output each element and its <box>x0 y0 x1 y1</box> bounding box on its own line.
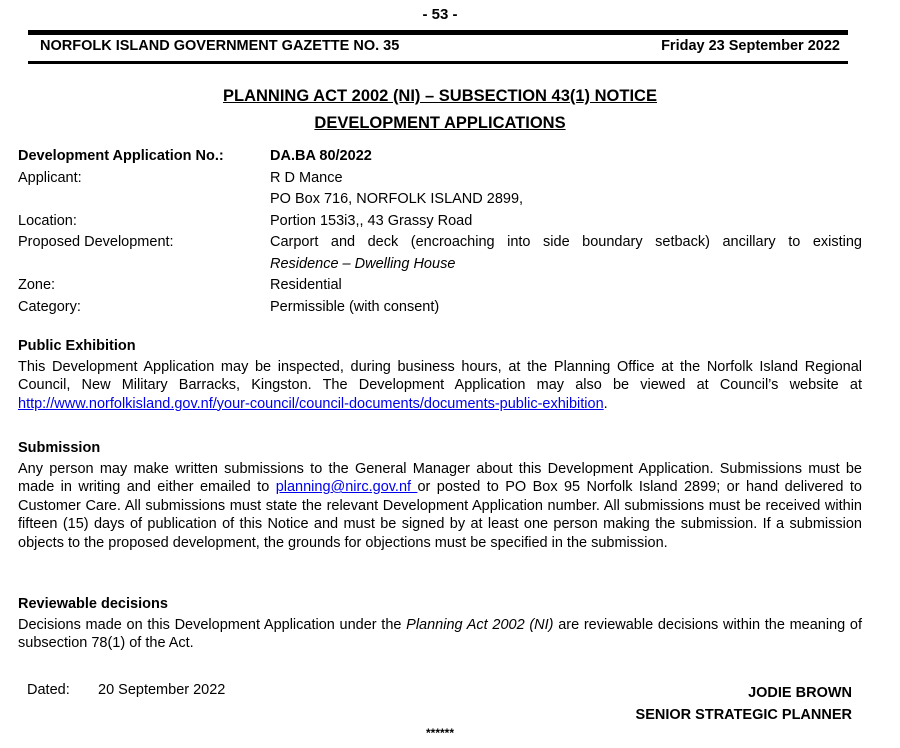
category-label: Category: <box>18 298 81 315</box>
application-number-value: DA.BA 80/2022 <box>270 148 372 164</box>
notice-title: PLANNING ACT 2002 (NI) – SUBSECTION 43(1) NOTICE <box>223 87 657 105</box>
zone-label: Zone: <box>18 277 56 293</box>
signatory-name: JODIE BROWN <box>748 685 852 701</box>
category-row <box>18 297 862 319</box>
proposed-development-value: Carport and deck (encroaching into side boundary setback) ancillary to existing <box>270 234 862 250</box>
submission-text: Any person may make written submissions to the General Manager about this Development Application. Submissions must be made in writing and either emailed to planning@nirc.gov.nf or posted to PO Box 95 Norfolk Island 2899; or hand delivered to Customer Care. All submissions must state the relevant Development Application number. All submissions must be received within fifteen (15) days of publication of this Notice and must be signed by at least one person making the submission. If a submission objects to the proposed development, the grounds for objections must be specified in the submission. <box>18 460 862 551</box>
notice-subtitle: DEVELOPMENT APPLICATIONS <box>314 114 566 132</box>
applicant-label: Applicant: <box>18 169 82 186</box>
public-exhibition-heading: Public Exhibition <box>18 338 136 354</box>
proposed-development-label: Proposed Development: <box>18 234 174 250</box>
reviewable-decisions-text: Decisions made on this Development Application under the Planning Act 2002 (NI) are reviewable decisions within the meaning of subsection 78(1) of the Act. <box>18 616 862 651</box>
category-value: Permissible (with consent) <box>270 298 440 315</box>
zone-row <box>18 275 862 297</box>
dated-value: 20 September 2022 <box>98 682 226 698</box>
public-exhibition-section <box>18 337 862 413</box>
application-details <box>18 146 862 318</box>
submission-section <box>18 439 862 552</box>
gazette-title: NORFOLK ISLAND GOVERNMENT GAZETTE NO. 35 <box>40 38 400 54</box>
planning-email-link[interactable]: planning@nirc.gov.nf <box>275 479 418 495</box>
zone-value: Residential <box>270 277 342 293</box>
applicant-address-row <box>18 189 862 211</box>
page-number: - 53 - <box>422 6 458 23</box>
gazette-header <box>40 38 840 54</box>
reviewable-decisions-section <box>18 595 862 653</box>
reviewable-decisions-heading: Reviewable decisions <box>18 596 168 612</box>
applicant-name: R D Mance <box>270 169 343 186</box>
proposed-development-row <box>18 232 862 275</box>
dated-line <box>27 682 225 698</box>
location-label: Location: <box>18 212 77 229</box>
application-number-label: Development Application No.: <box>18 148 224 164</box>
signature-block <box>636 682 852 726</box>
submission-heading: Submission <box>18 440 101 456</box>
proposed-development-value-italic: Residence – Dwelling House <box>270 255 456 272</box>
end-marker: ****** <box>425 726 455 740</box>
header-rule-bottom <box>28 61 848 64</box>
application-number-row <box>18 146 862 168</box>
public-exhibition-text: This Development Application may be inspected, during business hours, at the Planning Office at the Norfolk Island Regional Council, New Military Barracks, Kingston. The Development Application may also be viewed at Council’s website at http://www.norfolkisland.gov.nf/your-council/council-documents/documents-public-exhibition. <box>18 358 862 412</box>
applicant-row <box>18 168 862 190</box>
exhibition-website-link[interactable]: http://www.norfolkisland.gov.nf/your-council/council-documents/documents-public-exhibition <box>18 395 604 412</box>
dated-label: Dated: <box>27 682 70 698</box>
applicant-address: PO Box 716, NORFOLK ISLAND 2899, <box>270 191 524 207</box>
location-value: Portion 153i3,, 43 Grassy Road <box>270 212 473 229</box>
planning-act-italic: Planning Act 2002 (NI) <box>406 616 554 633</box>
gazette-date: Friday 23 September 2022 <box>661 38 840 54</box>
header-rule-top <box>28 30 848 35</box>
signatory-title: SENIOR STRATEGIC PLANNER <box>635 707 852 723</box>
location-row <box>18 211 862 233</box>
